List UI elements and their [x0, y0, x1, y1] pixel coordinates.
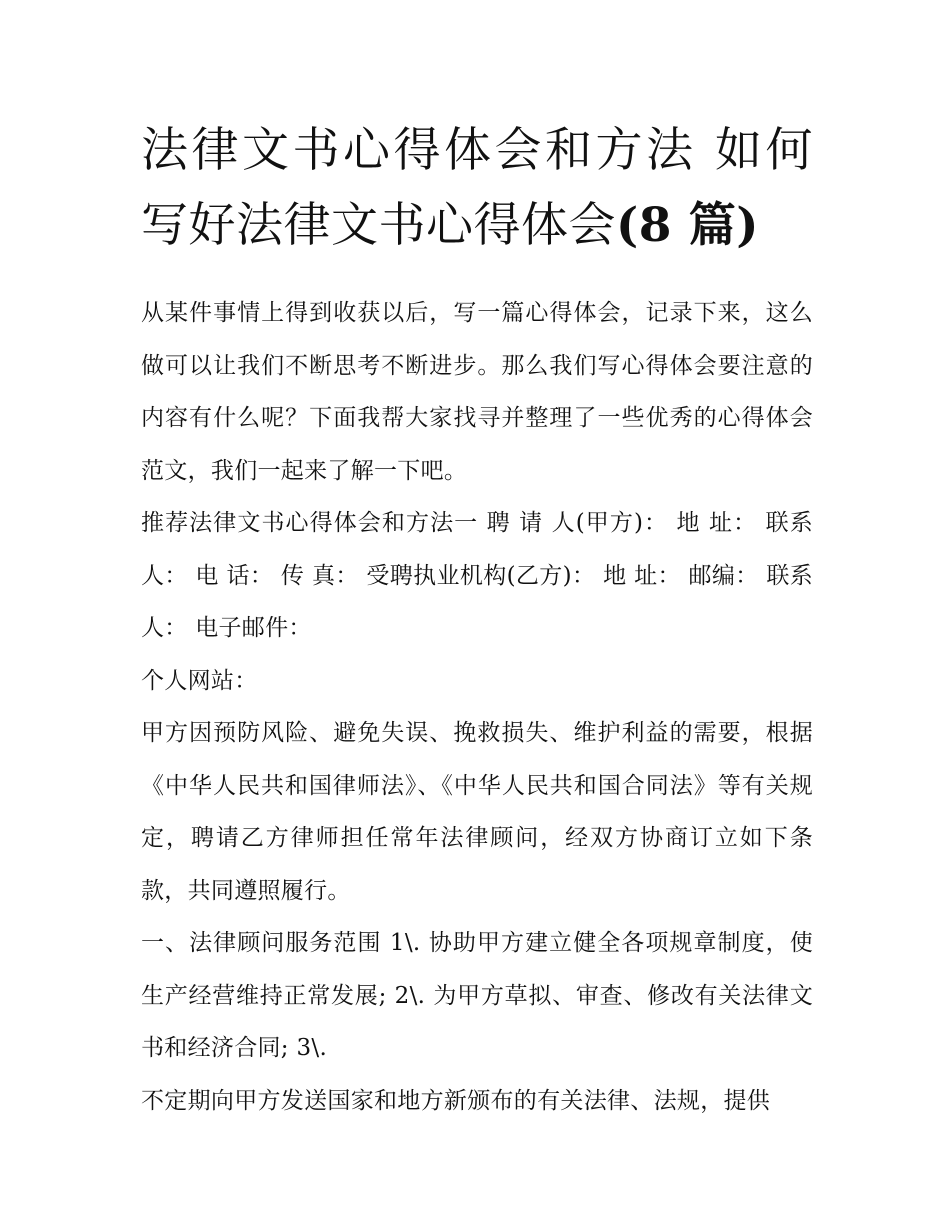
- contract-parties-paragraph: 推荐法律文书心得体会和方法一 聘 请 人(甲方)： 地 址： 联系人： 电 话： 传 真： 受聘执业机构(乙方)： 地 址： 邮编： 联系人： 电子邮件：: [141, 510, 813, 641]
- title-text: 法律文书心得体会和方法 如何写好法律文书心得体会: [141, 123, 813, 253]
- document-body: [141, 113, 813, 1127]
- continuation-paragraph: 不定期向甲方发送国家和地方新颁布的有关法律、法规，提供: [141, 1087, 771, 1114]
- intro-paragraph: 从某件事情上得到收获以后，写一篇心得体会，记录下来，这么做可以让我们不断思考不断进步。那么我们写心得体会要注意的内容有什么呢？下面我帮大家找寻并整理了一些优秀的心得体会范文，我们一起来了解一下吧。: [141, 300, 813, 484]
- website-paragraph: 个人网站：: [141, 667, 258, 694]
- document-title: [141, 113, 813, 263]
- service-scope-paragraph: 一、法律顾问服务范围 1\. 协助甲方建立健全各项规章制度，使生产经营维持正常发展; 2\. 为甲方草拟、审查、修改有关法律文书和经济合同; 3\.: [141, 930, 813, 1061]
- title-count: (8 篇): [616, 198, 760, 253]
- purpose-paragraph: 甲方因预防风险、避免失误、挽救损失、维护利益的需要，根据《中华人民共和国律师法》、《中华人民共和国合同法》等有关规定，聘请乙方律师担任常年法律顾问，经双方协商订立如下条款，共同遵照履行。: [141, 720, 813, 904]
